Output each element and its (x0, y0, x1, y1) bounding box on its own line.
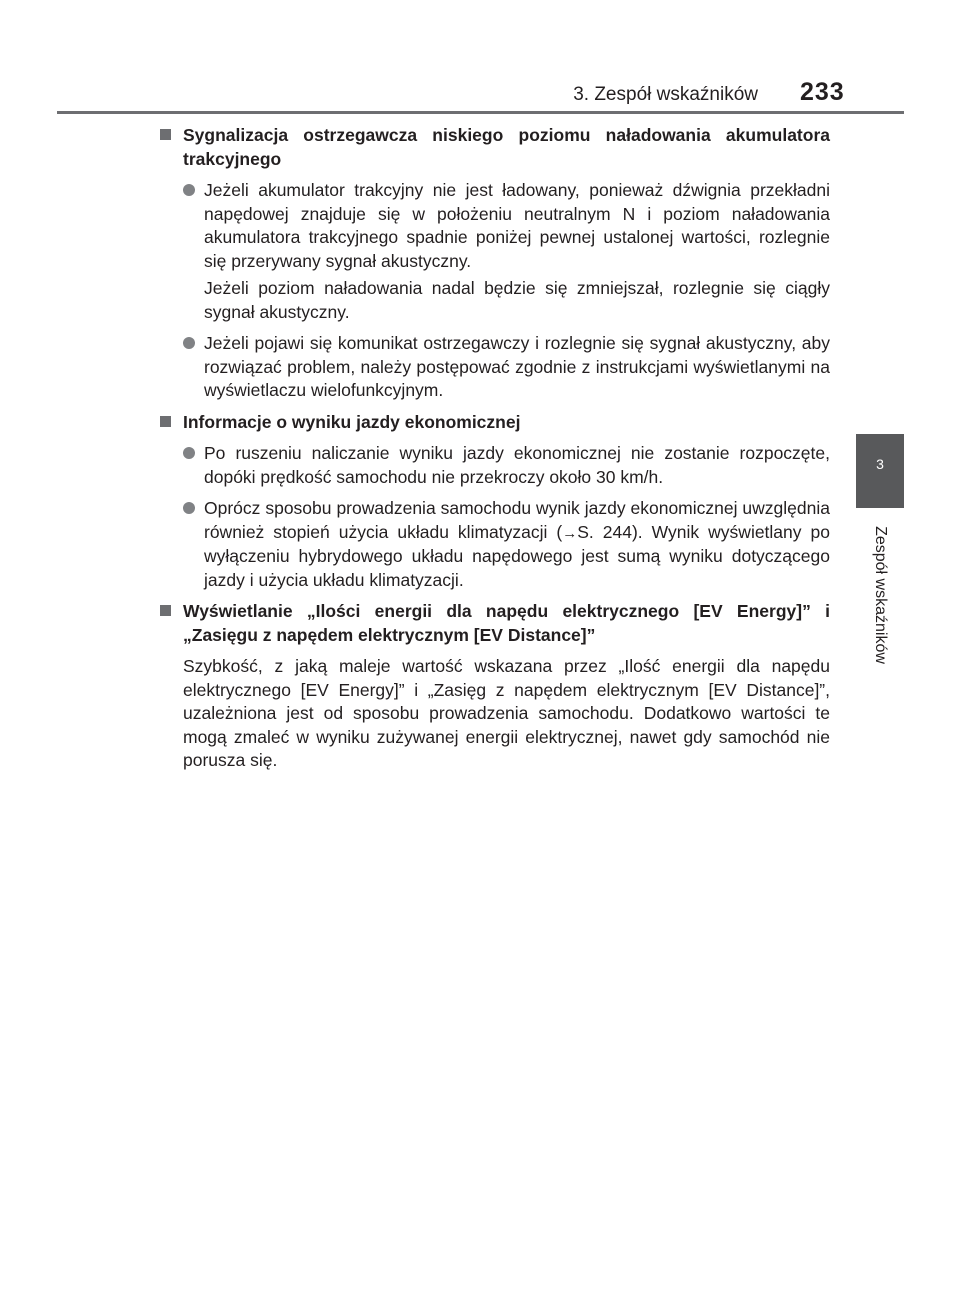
square-bullet-icon (160, 129, 171, 140)
section-heading (160, 600, 830, 647)
page-header (0, 0, 960, 118)
section-eco-score (160, 411, 830, 593)
section-heading (160, 124, 830, 171)
page-content (160, 124, 830, 779)
square-bullet-icon (160, 605, 171, 616)
list-item-text-continued: S. 244). Wynik wyświetlany po wyłączeniu hybrydowego układu napędowego jest sumą wyniku dotyczącego jazdy i użycia układu klimatyzacji. (204, 521, 830, 590)
chapter-tab (856, 434, 904, 508)
chapter-tab-number: 3 (876, 456, 884, 472)
round-bullet-icon (183, 337, 195, 349)
list-item-text: Po ruszeniu naliczanie wyniku jazdy ekonomicznej nie zostanie rozpoczęte, dopóki prędkość samochodu nie przekroczy około 30 km/h. (204, 443, 830, 487)
header-rule (57, 111, 904, 114)
list-item-text: Oprócz sposobu prowadzenia samochodu wynik jazdy ekonomicznej uwzględnia również stopień użycia układu klimatyzacji ( (204, 498, 830, 542)
list-item-text: Jeżeli pojawi się komunikat ostrzegawczy i rozlegnie się sygnał akustyczny, aby rozwiązać problem, należy postępować zgodnie z instrukcjami wyświetlanymi na wyświetlaczu wielofunkcyjnym. (204, 333, 830, 400)
list-item (160, 497, 830, 592)
page-number: 233 (800, 78, 845, 106)
note-text: Jeżeli poziom naładowania nadal będzie się zmniejszał, rozlegnie się ciągły sygnał akustyczny. (204, 278, 830, 322)
arrow-right-icon: → (562, 524, 578, 542)
chapter-title: 3. Zespół wskaźników (573, 84, 758, 105)
chapter-tab-label: Zespół wskaźników (872, 526, 889, 664)
section-heading-text: Sygnalizacja ostrzegawcza niskiego poziomu naładowania akumulatora trakcyjnego (183, 125, 830, 169)
body-paragraph: Szybkość, z jaką maleje wartość wskazana przez „Ilość energii dla napędu elektrycznego [EV Energy]” i „Zasięg z napędem elektrycznym [EV Distance]”, uzależniona jest od sposobu prowadzenia samochodu. Dodatkowo wartości te mogą zmaleć w wyniku zużywanej energii elektrycznej, nawet gdy samochód nie porusza się. (183, 656, 830, 770)
round-bullet-icon (183, 502, 195, 514)
section-heading-text: Informacje o wyniku jazdy ekonomicznej (183, 411, 521, 432)
section-heading (160, 411, 830, 435)
section-low-battery-warning (160, 124, 830, 403)
list-item (160, 179, 830, 273)
round-bullet-icon (183, 447, 195, 459)
list-item (160, 332, 830, 403)
list-item (160, 442, 830, 489)
round-bullet-icon (183, 184, 195, 196)
list-item-text: Jeżeli akumulator trakcyjny nie jest ładowany, ponieważ dźwignia przekładni napędowej znajduje się w położeniu neutralnym N i poziom naładowania akumulatora trakcyjnego spadnie poniżej pewnej ustalonej wartości, rozlegnie się przerywany sygnał akustyczny. (204, 180, 830, 271)
square-bullet-icon (160, 416, 171, 427)
section-ev-energy-display (160, 600, 830, 773)
section-heading-text: Wyświetlanie „Ilości energii dla napędu elektrycznego [EV Energy]” i „Zasięgu z napędem elektrycznym [EV Distance]” (183, 601, 830, 645)
